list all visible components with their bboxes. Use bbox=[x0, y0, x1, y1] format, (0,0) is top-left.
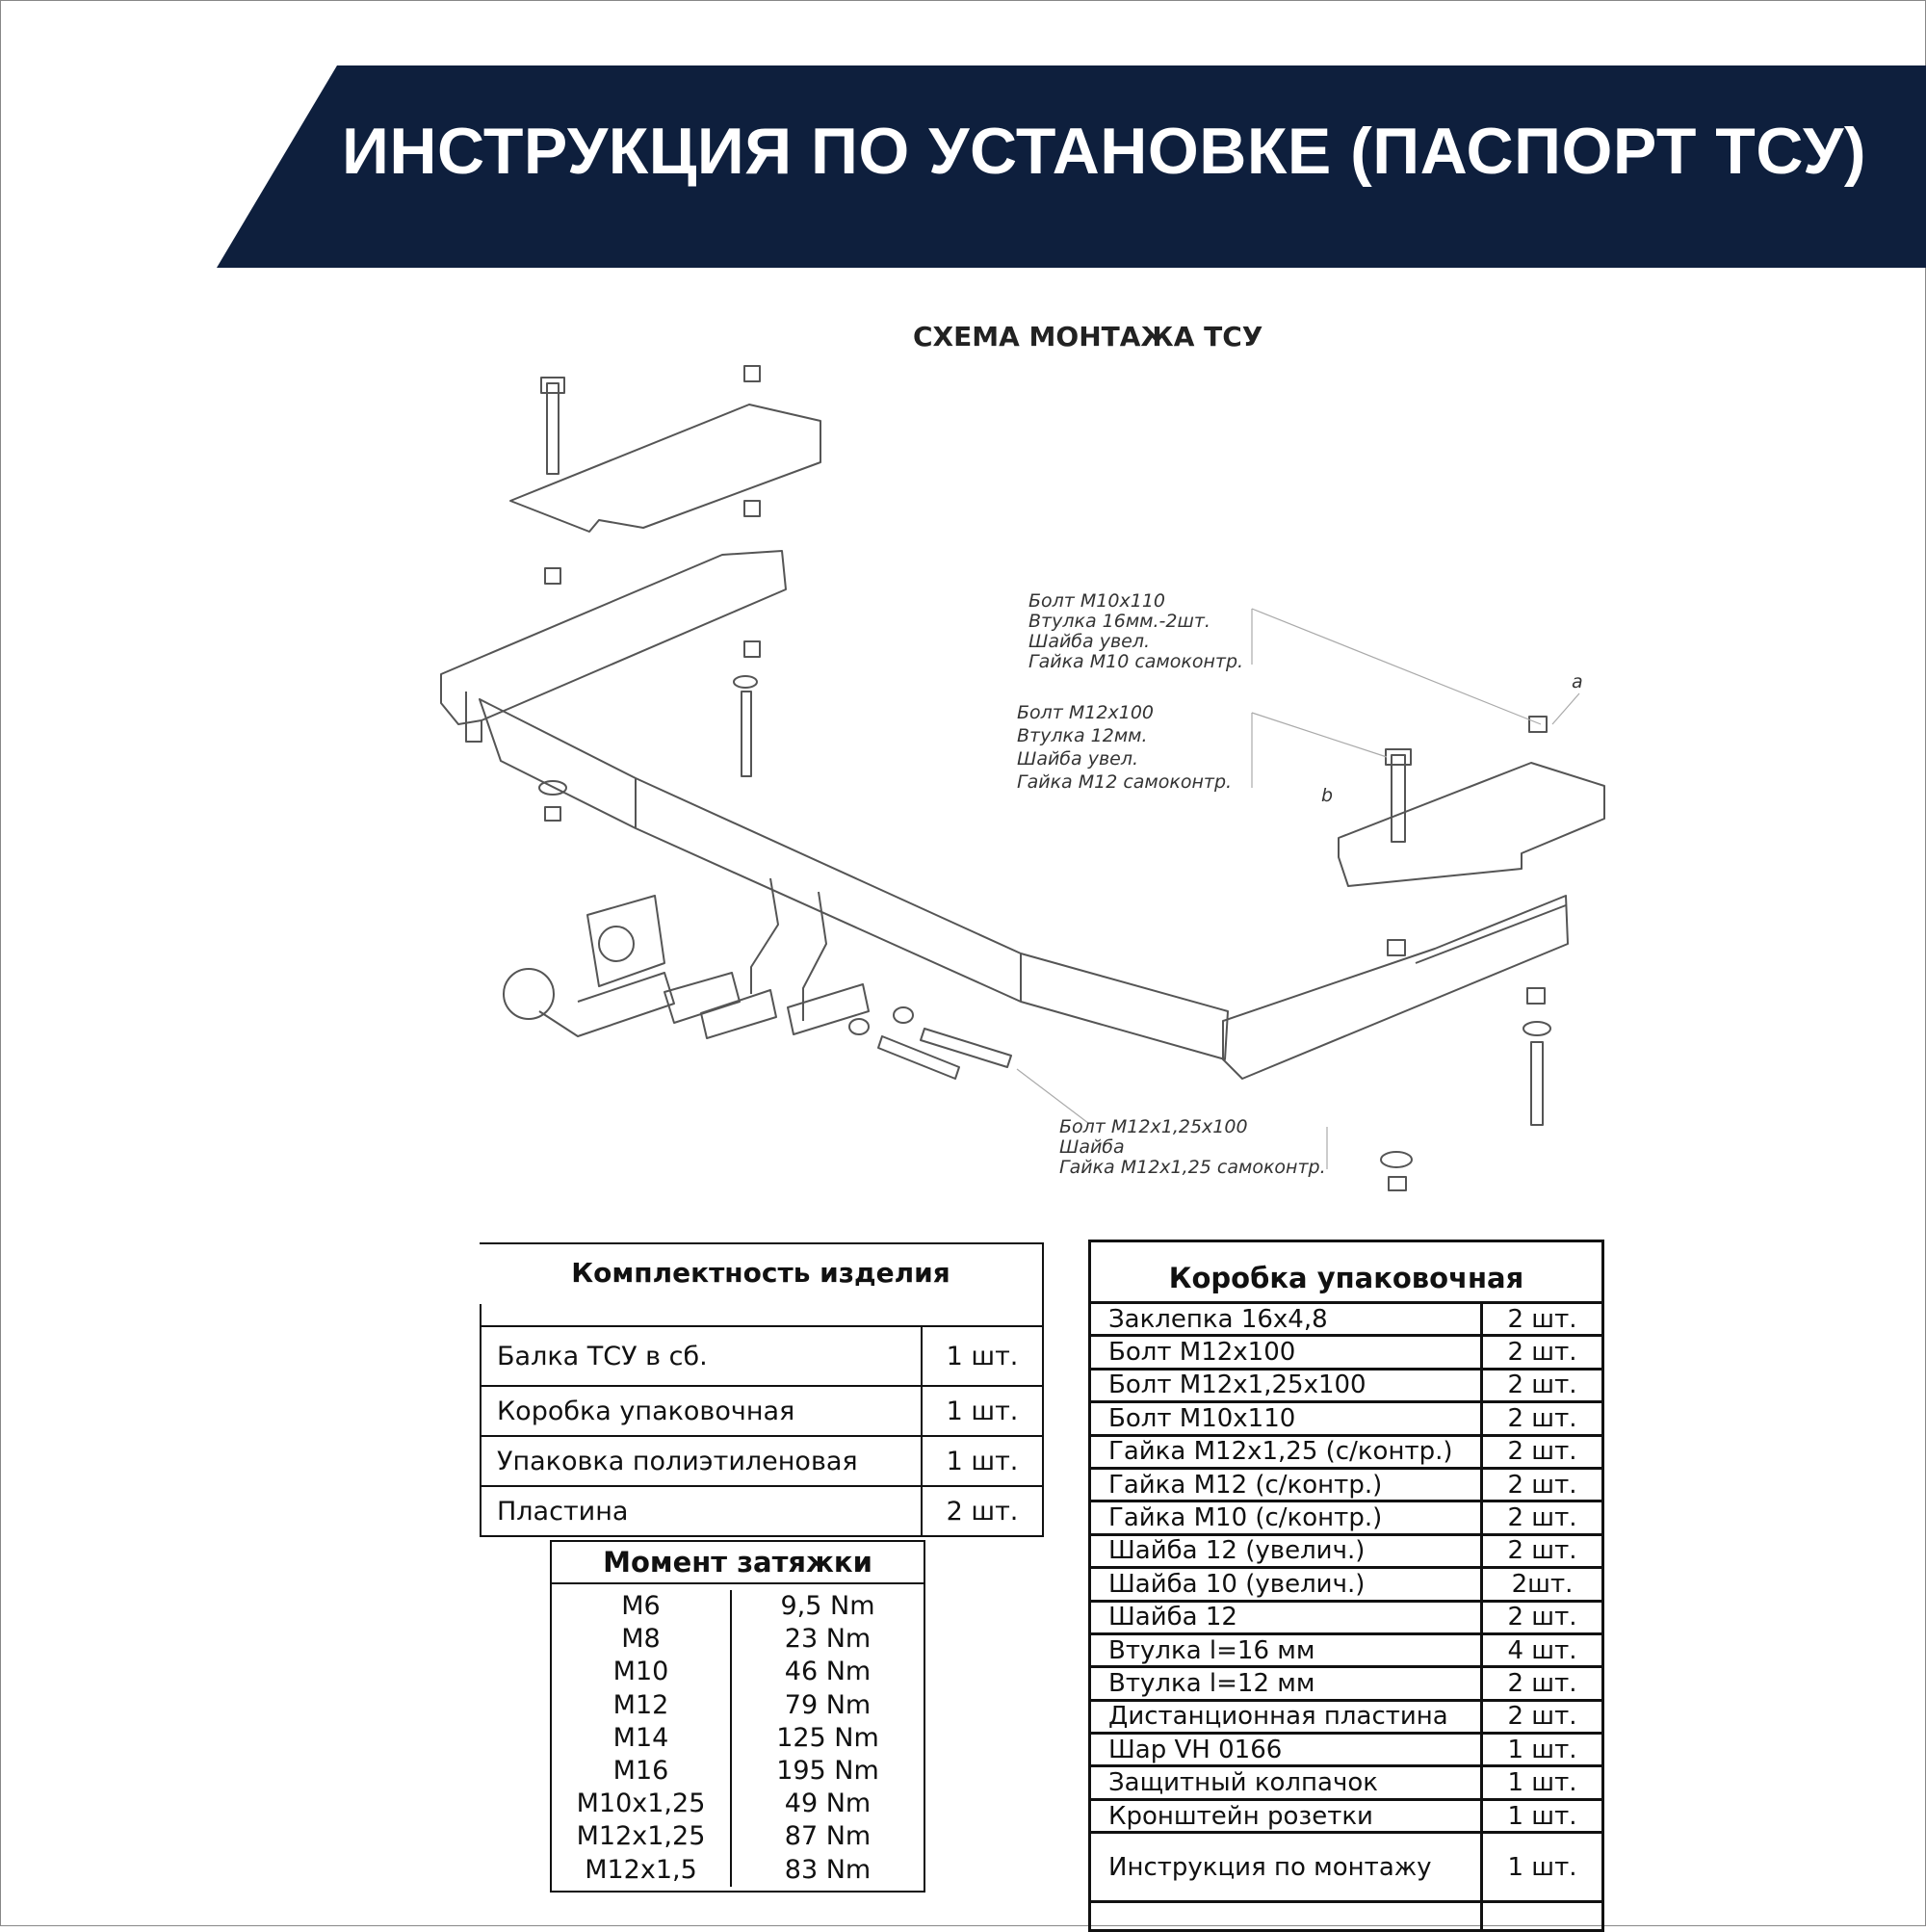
box-item-qty: 2 шт. bbox=[1507, 1603, 1577, 1632]
box-item-qty: 2 шт. bbox=[1507, 1371, 1577, 1400]
torque-size: М10х1,25 bbox=[576, 1788, 706, 1819]
table-row bbox=[1091, 1767, 1601, 1800]
box-item-qty: 1 шт. bbox=[1507, 1735, 1577, 1764]
torque-size: М14 bbox=[612, 1722, 669, 1753]
box-item-name: Шар VH 0166 bbox=[1091, 1735, 1483, 1764]
table-row bbox=[1091, 1603, 1601, 1635]
table-row bbox=[480, 1385, 1042, 1435]
box-item-name: Болт М12х100 bbox=[1091, 1337, 1483, 1367]
table-row bbox=[1091, 1470, 1601, 1502]
torque-size: М8 bbox=[621, 1624, 661, 1655]
side-bolt-2 bbox=[878, 1036, 959, 1079]
table-row bbox=[1091, 1371, 1601, 1403]
table-row bbox=[480, 1435, 1042, 1485]
box-item-qty: 2 шт. bbox=[1507, 1702, 1577, 1732]
box-item-qty: 2 шт. bbox=[1507, 1470, 1577, 1500]
table-row bbox=[1091, 1536, 1601, 1569]
box-item-name: Втулка l=16 мм bbox=[1091, 1635, 1483, 1665]
marker-b: b bbox=[1321, 785, 1334, 806]
box-item-qty: 2 шт. bbox=[1507, 1403, 1577, 1433]
torque-value: 83 Nm bbox=[784, 1854, 872, 1885]
page-title: ИНСТРУКЦИЯ ПО УСТАНОВКЕ (ПАСПОРТ ТСУ) bbox=[342, 115, 1866, 188]
scheme-title: СХЕМА МОНТАЖА ТСУ bbox=[913, 321, 1263, 352]
kit-item-qty: 1 шт. bbox=[946, 1396, 1019, 1426]
kit-item-name: Упаковка полиэтиленовая bbox=[482, 1437, 923, 1485]
table-row bbox=[1091, 1834, 1601, 1903]
table-row bbox=[1091, 1569, 1601, 1602]
table-row bbox=[1091, 1337, 1601, 1370]
marker-a: a bbox=[1572, 671, 1583, 692]
left-spacer-plate bbox=[510, 405, 820, 532]
kit-table-title: Комплектность изделия bbox=[571, 1257, 950, 1289]
table-row bbox=[1091, 1702, 1601, 1735]
box-item-qty: 2 шт. bbox=[1507, 1437, 1577, 1467]
box-item-qty: 2 шт. bbox=[1507, 1304, 1577, 1334]
box-item-name: Шайба 10 (увелич.) bbox=[1091, 1569, 1483, 1599]
box-item-name: Шайба 12 (увелич.) bbox=[1091, 1536, 1483, 1566]
kit-item-name: Коробка упаковочная bbox=[482, 1387, 923, 1435]
box-item-qty: 1 шт. bbox=[1507, 1801, 1577, 1831]
box-item-name: Инструкция по монтажу bbox=[1091, 1834, 1483, 1900]
box-item-name: Кронштейн розетки bbox=[1091, 1801, 1483, 1831]
box-item-name: Болт М10х110 bbox=[1091, 1403, 1483, 1433]
torque-value: 87 Nm bbox=[784, 1821, 872, 1852]
callout-a-line-4: Гайка М10 самоконтр. bbox=[1028, 651, 1244, 672]
torque-size: М12х1,5 bbox=[585, 1854, 697, 1885]
torque-size: М16 bbox=[612, 1755, 669, 1786]
table-row bbox=[1091, 1437, 1601, 1470]
table-row bbox=[1091, 1403, 1601, 1436]
callout-a-line-1: Болт М10х110 bbox=[1028, 590, 1165, 612]
torque-table-title: Момент затяжки bbox=[552, 1542, 924, 1584]
callout-c-line-3: Гайка М12х1,25 самоконтр. bbox=[1059, 1157, 1326, 1178]
torque-value: 49 Nm bbox=[784, 1788, 872, 1819]
kit-item-qty: 1 шт. bbox=[946, 1341, 1019, 1371]
torque-size: М10 bbox=[612, 1657, 669, 1687]
torque-value: 9,5 Nm bbox=[780, 1591, 875, 1621]
box-table-title: Коробка упаковочная bbox=[1091, 1242, 1601, 1304]
callout-a-line-2: Втулка 16мм.-2шт. bbox=[1028, 611, 1210, 632]
kit-item-name: Пластина bbox=[482, 1487, 923, 1535]
kit-contents-table bbox=[480, 1242, 1044, 1537]
box-item-name: Заклепка 16х4,8 bbox=[1091, 1304, 1483, 1334]
tow-ball bbox=[504, 969, 554, 1019]
box-item-name: Дистанционная пластина bbox=[1091, 1702, 1483, 1732]
box-item-qty: 2 шт. bbox=[1507, 1536, 1577, 1566]
table-row bbox=[1091, 1502, 1601, 1535]
box-item-qty: 1 шт. bbox=[1507, 1852, 1577, 1882]
side-bolt-1 bbox=[921, 1029, 1011, 1067]
torque-value: 125 Nm bbox=[776, 1722, 879, 1753]
torque-size: М12х1,25 bbox=[576, 1821, 706, 1852]
callout-b-line-1: Болт М12х100 bbox=[1017, 702, 1154, 723]
table-row bbox=[1091, 1801, 1601, 1834]
torque-value: 79 Nm bbox=[784, 1689, 872, 1720]
box-item-qty: 1 шт. bbox=[1507, 1768, 1577, 1798]
callout-a-line-3: Шайба увел. bbox=[1028, 631, 1151, 652]
ball-neck bbox=[539, 973, 674, 1036]
packing-box-table bbox=[1088, 1240, 1604, 1932]
callout-c-line-1: Болт М12х1,25х100 bbox=[1059, 1116, 1248, 1137]
box-item-qty: 2 шт. bbox=[1507, 1503, 1577, 1533]
box-item-name: Гайка М12х1,25 (с/контр.) bbox=[1091, 1437, 1483, 1467]
torque-table bbox=[550, 1540, 925, 1893]
callout-c-line-2: Шайба bbox=[1059, 1136, 1125, 1158]
table-row bbox=[1091, 1735, 1601, 1767]
kit-item-qty: 2 шт. bbox=[946, 1496, 1019, 1527]
kit-item-name: Балка ТСУ в сб. bbox=[482, 1327, 923, 1385]
box-item-name: Втулка l=12 мм bbox=[1091, 1668, 1483, 1698]
box-item-qty: 2шт. bbox=[1511, 1569, 1574, 1599]
left-bottom-bolt bbox=[742, 692, 751, 776]
torque-size: М12 bbox=[612, 1689, 669, 1720]
left-top-bolt bbox=[547, 383, 559, 474]
table-row bbox=[480, 1325, 1042, 1385]
torque-value: 46 Nm bbox=[784, 1657, 872, 1687]
right-spacer-plate bbox=[1339, 763, 1604, 886]
kit-item-qty: 1 шт. bbox=[946, 1446, 1019, 1476]
table-row bbox=[1091, 1668, 1601, 1701]
left-bracket bbox=[441, 551, 786, 724]
box-item-name: Защитный колпачок bbox=[1091, 1767, 1483, 1797]
box-item-qty: 2 шт. bbox=[1507, 1338, 1577, 1368]
table-row bbox=[1091, 1635, 1601, 1668]
torque-value: 195 Nm bbox=[776, 1755, 879, 1786]
callout-b-line-4: Гайка М12 самоконтр. bbox=[1017, 771, 1233, 793]
table-row bbox=[1091, 1304, 1601, 1337]
box-item-qty: 4 шт. bbox=[1507, 1635, 1577, 1665]
box-item-name: Гайка М12 (с/контр.) bbox=[1091, 1470, 1483, 1500]
box-item-name: Болт М12х1,25х100 bbox=[1091, 1371, 1483, 1400]
right-bracket bbox=[1223, 896, 1568, 1079]
table-row bbox=[480, 1485, 1042, 1537]
box-item-qty: 2 шт. bbox=[1507, 1668, 1577, 1698]
box-item-name: Шайба 12 bbox=[1091, 1603, 1483, 1632]
callout-b-line-3: Шайба увел. bbox=[1017, 748, 1139, 770]
torque-value: 23 Nm bbox=[784, 1624, 872, 1655]
box-item-name: Гайка М10 (с/контр.) bbox=[1091, 1502, 1483, 1532]
callout-b-line-2: Втулка 12мм. bbox=[1017, 725, 1148, 746]
table-row-empty bbox=[1091, 1903, 1601, 1929]
torque-size: М6 bbox=[621, 1591, 661, 1621]
